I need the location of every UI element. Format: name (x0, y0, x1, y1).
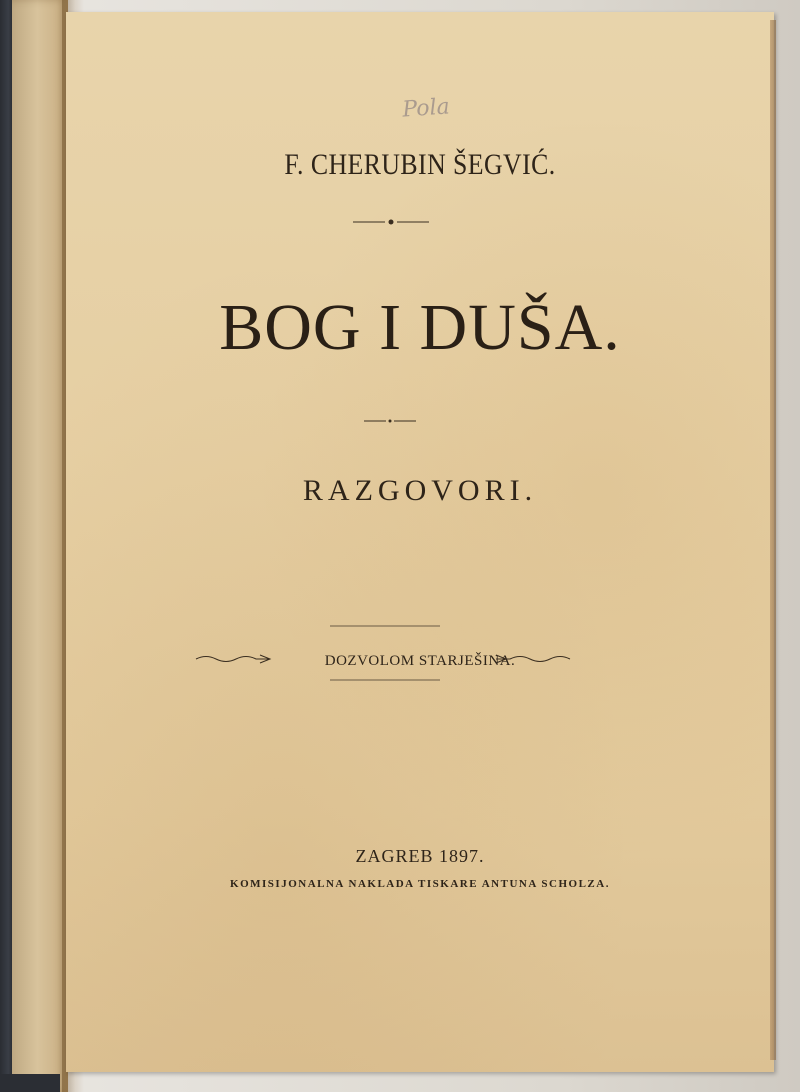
rule-below-permission (330, 678, 440, 682)
page-stack-edge (770, 20, 776, 1060)
title-page (66, 12, 774, 1072)
permission-line: DOZVOLOM STARJEŠINA. (324, 653, 516, 669)
rule-above-permission (330, 624, 440, 628)
author-name: F. CHERUBIN ŠEGVIĆ. (284, 148, 556, 181)
place-and-year: ZAGREB 1897. (355, 846, 485, 866)
book-cover-corner (0, 1074, 60, 1092)
flourish-right (494, 652, 572, 666)
book-subtitle: RAZGOVORI. (302, 474, 538, 507)
handwritten-note: Pola (401, 94, 451, 123)
publisher-line: KOMISIJONALNA NAKLADA TISKARE ANTUNA SCHOLZA. (230, 878, 610, 890)
ornament-divider-middle (362, 416, 418, 426)
left-page-edge (12, 0, 68, 1092)
book-title: BOG I DUŠA. (219, 291, 621, 364)
ornament-divider-top (351, 216, 431, 228)
